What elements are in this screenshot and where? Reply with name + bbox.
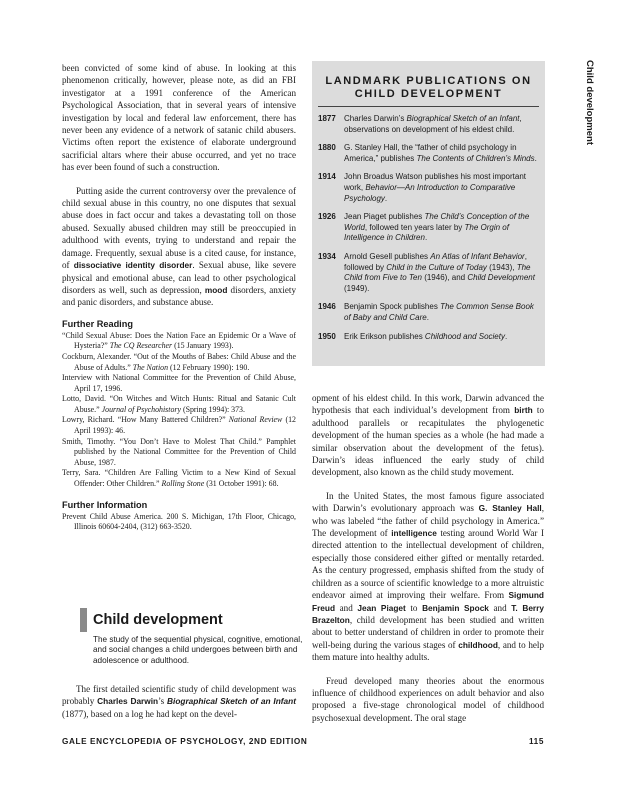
page-number: 115 [528, 737, 544, 746]
term-link[interactable]: T. Berry Brazelton [312, 602, 544, 625]
term-link[interactable]: birth [514, 405, 533, 416]
sidebar-entry [318, 143, 538, 164]
reference-item: “Child Sexual Abuse: Does the Nation Face an Epidemic Or a Wave of Hysteria?” The CQ Researcher (15 January 1993). [62, 330, 296, 351]
entry-year: 1880 [318, 143, 336, 153]
term-link[interactable]: Jean Piaget [357, 602, 406, 613]
section-side-label: Child development [584, 60, 595, 145]
further-information-heading: Further Information [62, 499, 148, 510]
entry-year: 1946 [318, 302, 336, 312]
entry-year: 1914 [318, 172, 336, 182]
entry-year: 1934 [318, 251, 336, 261]
sidebar-entry [318, 172, 538, 204]
entry-text: Erik Erikson publishes Childhood and Society. [344, 331, 508, 341]
sidebar-entry [318, 212, 538, 244]
sidebar-title: LANDMARK PUBLICATIONS ON CHILD DEVELOPMENT [325, 75, 532, 100]
reference-item: Terry, Sara. “Children Are Falling Victim to a New Kind of Sexual Offender: Other Children.” Rolling Stone (31 October 1991): 68. [62, 468, 296, 489]
body-paragraph: The first detailed scientific study of child development was probably Charles Darwin’s Biographical Sketch of an Infant (1877), based on a log he had kept on the devel- [62, 684, 296, 719]
further-information-text: Prevent Child Abuse America. 200 S. Michigan, 17th Floor, Chicago, Illinois 60604-2404, (312) 663-3520. [62, 511, 296, 532]
heading-accent-bar [80, 608, 87, 632]
entry-text: G. Stanley Hall, the “father of child psychology in America,” publishes The Contents of Children’s Minds. [344, 143, 537, 163]
reference-item: Cockburn, Alexander. “Out of the Mouths of Babes: Child Abuse and the Abuse of Adults.” The Nation (12 February 1990): 190. [62, 351, 296, 372]
page-footer [62, 737, 544, 746]
entry-text: Benjamin Spock publishes The Common Sense Book of Baby and Child Care. [344, 302, 534, 322]
publication-title: GALE ENCYCLOPEDIA OF PSYCHOLOGY, 2ND EDITION [62, 737, 308, 746]
left-column-bottom [62, 683, 296, 720]
reference-item: Lotto, David. “On Witches and Witch Hunts: Ritual and Satanic Cult Abuse.” Journal of Psychohistory (Spring 1994): 373. [62, 394, 296, 414]
sidebar-entry [318, 252, 538, 294]
term-link[interactable]: Benjamin Spock [422, 602, 489, 613]
body-paragraph: opment of his eldest child. In this work, Darwin advanced the hypothesis that each individual’s development from birth to adulthood parallels or recapitulates the phylogenetic development of the human species as a whole (he had made a similar observation about the development of the fetus). Darwin’s ideas influenced the early study of child development, also known as the child study movement. [312, 393, 544, 478]
left-column-top [62, 62, 296, 533]
body-paragraph: In the United States, the most famous figure associated with Darwin’s evolutionary approach was G. Stanley Hall, who was labeled “the father of child psychology in America.” The development of intelligence testing around World War I directed attention to the intellectual development of children, especially those considered either gifted or mentally retarded. As the century progressed, emphasis shifted from the study of children as a source of scientific knowledge to a more altruistic endeavor aimed at improving their welfare. From Sigmund Freud and Jean Piaget to Benjamin Spock and T. Berry Brazelton, child development has been studied and written about to better understand of children in order to promote their well-being during the various stages of childhood, and to help them mature into healthy adults. [312, 490, 544, 663]
landmark-publications-sidebar [312, 61, 545, 366]
body-paragraph: Putting aside the current controversy over the prevalence of child sexual abuse in this country, no one disputes that sexual abuse does in fact occur and takes a devastating toll on those abused. Sexually abused children may still be preoccupied in adulthood with events, trying to understand and repair the damage. Frequently, sexual abuse is a cited cause, for instance, of dissociative identity disorder. Sexual abuse, like severe physical and emotional abuse, can lead to other psychological disorders as well, such as depression, mood disorders, anxiety and panic disorders, and substance abuse. [62, 185, 296, 308]
reference-item: Smith, Timothy. “You Don’t Have to Molest That Child.” Pamphlet published by the National Committee for the Prevention of Child Abuse, 1987. [62, 436, 296, 467]
entry-definition: The study of the sequential physical, cognitive, emotional, and social changes a child undergoes between birth and adolescence or adulthood. [93, 635, 303, 665]
entry-year: 1877 [318, 114, 336, 123]
entry-title: Child development [93, 612, 223, 628]
term-link[interactable]: mood [204, 284, 228, 295]
right-column [312, 392, 544, 724]
term-link[interactable]: Charles Darwin [97, 696, 159, 707]
reference-list [62, 331, 296, 490]
entry-year: 1926 [318, 212, 336, 222]
further-reading-heading: Further Reading [62, 318, 133, 329]
term-link[interactable]: Biographical Sketch of an Infant [167, 696, 296, 707]
sidebar-entry [318, 114, 538, 135]
term-link[interactable]: intelligence [391, 528, 437, 539]
sidebar-divider [318, 106, 539, 107]
entry-text: Arnold Gesell publishes An Atlas of Infant Behavior, followed by Child in the Culture of Today (1943), The Child from Five to Ten (1946), and Child Development (1949). [344, 251, 535, 293]
reference-item: Interview with National Committee for the Prevention of Child Abuse, April 17, 1996. [62, 373, 296, 393]
term-link[interactable]: dissociative identity disorder [73, 260, 193, 271]
reference-item: Lowry, Richard. “How Many Battered Children?” National Review (12 April 1993): 46. [62, 415, 296, 436]
entry-year: 1950 [318, 331, 336, 341]
term-link[interactable]: G. Stanley Hall [478, 503, 542, 514]
sidebar-entries [312, 114, 545, 342]
body-paragraph: Freud developed many theories about the enormous influence of childhood experiences on adult behavior and also proposed a five-stage chronological model of childhood psychosexual development. The oral stage [312, 675, 544, 723]
sidebar-entry [318, 302, 538, 323]
entry-text: Jean Piaget publishes The Child’s Conception of the World, followed ten years later by The Orgin of Intelligence in Children. [344, 212, 530, 243]
entry-text: John Broadus Watson publishes his most important work, Behavior—An Introduction to Comparative Psychology. [344, 172, 527, 203]
sidebar-entry [318, 332, 538, 343]
term-link[interactable]: childhood [458, 639, 498, 650]
body-paragraph: been convicted of some kind of abuse. In looking at this phenomenon critically, however, please note, as did an FBI investigator at a 1991 conference of the American Psychological Association, that in several years of intensive investigation by local and federal law enforcement, there has never been any evidence of a network of satanic child abusers. Victims often report the existence of elaborate underground sacrificial altars where their abuse occurred, and yet no trace has ever been found of such a construction. [62, 63, 296, 173]
term-link[interactable]: Sigmund Freud [312, 590, 544, 613]
entry-text: Charles Darwin’s Biographical Sketch of an Infant, observations on development of his eldest child. [344, 114, 522, 134]
